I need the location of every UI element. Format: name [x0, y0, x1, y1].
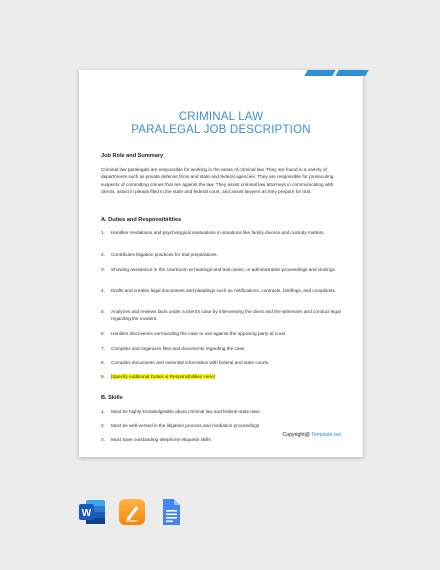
duty-item: 6. Handles discoveries surrounding the case to use against the opposing party at court.: [101, 331, 287, 336]
duty-item: 3. Showing assistance in the courtroom at hearings and trial cases, or administrative proceedings and closings.: [101, 267, 337, 272]
pages-icon[interactable]: [117, 497, 147, 527]
duty-item: 2. Contributes litigation practices for trial preparations.: [101, 252, 218, 257]
skill-item: 3. Must have outstanding telephone etiquette skills: [101, 437, 211, 442]
svg-text:W: W: [81, 508, 92, 519]
duty-item: 8. Compiles documents and essential information with federal and state courts.: [101, 360, 270, 365]
skill-item: 1. Must be highly knowledgeable about criminal law and federal-state laws: [101, 409, 260, 414]
skill-item: 2. Must be well-versed in the litigation process and mediation proceedings: [101, 423, 260, 428]
duty-item-placeholder: 9. [Specify Additional Duties & Responsibilities Here]: [101, 374, 215, 379]
highlighted-placeholder: [Specify Additional Duties & Responsibilities Here]: [111, 374, 215, 379]
section-heading-duties: A. Duties and Responsibilities: [101, 217, 182, 223]
doc-title-line2: PARALEGAL JOB DESCRIPTION: [131, 124, 311, 136]
template-link[interactable]: Template.net: [311, 432, 341, 438]
word-icon[interactable]: [77, 497, 107, 527]
copyright-footer: Copyright@ Template.net: [282, 432, 341, 438]
corner-ribbon: [335, 70, 368, 76]
document-page: [79, 70, 363, 457]
section-heading-skills: B. Skills: [101, 395, 123, 401]
duty-item: 1. Handles mediations and psychological evaluations in situations like family divorce and custody matters.: [101, 230, 325, 235]
doc-title-line1: CRIMINAL LAW: [178, 111, 264, 123]
section-heading-job-role: Job Role and Summary: [101, 153, 164, 159]
corner-ribbon: [304, 70, 335, 76]
duty-item: 4. Drafts and creates legal documents and pleadings such as notifications, contracts, briefings, and complaints.: [101, 288, 337, 293]
google-docs-icon[interactable]: [156, 497, 186, 527]
duty-item: 5. Analyzes and reviews facts under a client's case by interviewing the client and the witnesses and conduct legal regarding the incident.: [101, 309, 341, 322]
duty-item: 7. Compiles and organizes files and documents regarding the case.: [101, 346, 246, 351]
summary-paragraph: Criminal law paralegals are responsible for working in the areas of criminal law. They are found in a variety of departments such as private defense firms and state and federal agencies. They are responsible for prosecuting suspects of committing crimes that are against the law. They assist criminal law attorneys in communicating with clients, assist in pleads filed in the state and federal court, and assist lawyers as they prepare for trial.: [101, 167, 334, 194]
